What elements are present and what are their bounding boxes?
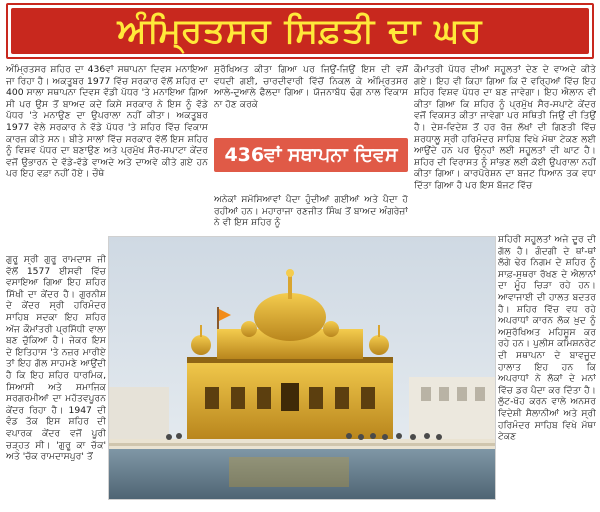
article-column-middle-top: ਸੁਰੱਖਿਅਤ ਕੀਤਾ ਗਿਆ ਪਰ ਜਿਉਂ-ਜਿਉਂ ਇਸ ਦੀ ਵਸੋਂ ਵਧਦੀ ਗਈ, ਚਾਰਦੀਵਾਰੀ ਵਿੱਚੋਂ ਨਿਕਲ ਕੇ ਅੰਮ੍ਰਿਤਸਰ ਆਲੇ-ਦੁਆਲੇ ਫੈਲਦਾ ਗਿਆ। ਯੋਜਨਾਬੱਧ ਢੰਗ ਨਾਲ ਵਿਕਾਸ ਨਾ ਹੋਣ ਕਰਕੇ [214,64,408,110]
subheadline-box [214,118,408,192]
article-column-left-narrow: ਗੁਰੂ ਸ੍ਰੀ ਗੁਰੂ ਰਾਮਦਾਸ ਜੀ ਵੱਲੋਂ 1577 ਈਸਵੀ ਵਿੱਚ ਵਸਾਇਆ ਗਿਆ ਇਹ ਸ਼ਹਿਰ ਸਿੱਖੀ ਦਾ ਕੇਂਦਰ ਹੈ। ਗੁਰਨੀਸ਼ ਦੇ ਕੇਂਦਰ ਸ੍ਰੀ ਹਰਿਮੰਦਰ ਸਾਹਿਬ ਸਦਕਾ ਇਹ ਸ਼ਹਿਰ ਅੱਜ ਕੌਮਾਂਤਰੀ ਪ੍ਰਸਿੱਧੀ ਵਾਲਾ ਬਣ ਚੁੱਕਿਆ ਹੈ। ਜੇਕਰ ਇਸ ਦੇ ਇਤਿਹਾਸ 'ਤੇ ਨਜ਼ਰ ਮਾਰੀਏ ਤਾਂ ਇਹ ਗੱਲ ਸਾਹਮਣੇ ਆਉਂਦੀ ਹੈ ਕਿ ਇਹ ਸ਼ਹਿਰ ਧਾਰਮਿਕ, ਸਿਆਸੀ ਅਤੇ ਸਮਾਜਿਕ ਸਰਗਰਮੀਆਂ ਦਾ ਮਹੱਤਵਪੂਰਨ ਕੇਂਦਰ ਰਿਹਾ ਹੈ। 1947 ਦੀ ਵੰਡ ਤੱਕ ਇਸ ਸ਼ਹਿਰ ਦੀ ਵਪਾਰਕ ਕੇਂਦਰ ਵਜੋਂ ਪੂਰੀ ਚੜ੍ਹਤ ਸੀ। 'ਗੁਰੂ ਕਾ ਚੱਕ' ਅਤੇ 'ਚੱਕ ਰਾਮਦਾਸਪੁਰ' ਤੋਂ [6,254,106,463]
article-column-left: ਅੰਮ੍ਰਿਤਸਰ ਸ਼ਹਿਰ ਦਾ 436ਵਾਂ ਸਥਾਪਨਾ ਦਿਵਸ ਮਨਾਇਆ ਜਾ ਰਿਹਾ ਹੈ। ਅਕਤੂਬਰ 1977 ਵਿੱਚ ਸਰਕਾਰ ਵੱਲੋਂ ਸ਼ਹਿਰ ਦਾ 400 ਸਾਲਾ ਸਥਾਪਨਾ ਦਿਵਸ ਵੱਡੀ ਪੱਧਰ 'ਤੇ ਮਨਾਇਆ ਗਿਆ ਸੀ ਪਰ ਉਸ ਤੋਂ ਬਾਅਦ ਕਦੇ ਕਿਸੇ ਸਰਕਾਰ ਨੇ ਇਸ ਨੂੰ ਵੱਡੇ ਪੱਧਰ 'ਤੇ ਮਨਾਉਣ ਦਾ ਉਪਰਾਲਾ ਨਹੀਂ ਕੀਤਾ। ਅਕਤੂਬਰ 1977 ਵੇਲੇ ਸਰਕਾਰ ਨੇ ਵੱਡੇ ਪੱਧਰ 'ਤੇ ਸ਼ਹਿਰ ਵਿੱਚ ਵਿਕਾਸ ਕਾਰਜ ਕੀਤੇ ਸਨ। ਬੀਤੇ ਸਾਲਾਂ ਵਿੱਚ ਸਰਕਾਰ ਵੱਲੋਂ ਇਸ ਸ਼ਹਿਰ ਨੂੰ ਵਿਸ਼ਵ ਪੱਧਰ ਦਾ ਬਣਾਉਣ ਅਤੇ ਪ੍ਰਮੁੱਖ ਸੈਰ-ਸਪਾਟਾ ਕੇਂਦਰ ਵਜੋਂ ਉਭਾਰਨ ਦੇ ਵੱਡੇ-ਵੱਡੇ ਵਾਅਦੇ ਅਤੇ ਦਾਅਵੇ ਕੀਤੇ ਗਏ ਹਨ ਪਰ ਇਹ ਵਫ਼ਾ ਨਹੀਂ ਹੋਏ। ਚੌਥੇ [6,64,208,180]
golden-temple-photo [108,236,496,500]
article-column-right-top: ਕੌਮਾਂਤਰੀ ਪੱਧਰ ਦੀਆਂ ਸਹੂਲਤਾਂ ਦੇਣ ਦੇ ਵਾਅਦੇ ਕੀਤੇ ਗਏ। ਇਹ ਵੀ ਕਿਹਾ ਗਿਆ ਕਿ ਦੋ ਵਰ੍ਹਿਆਂ ਵਿੱਚ ਇਹ ਸ਼ਹਿਰ ਵਿਸ਼ਵ ਪੱਧਰ ਦਾ ਬਣ ਜਾਵੇਗਾ। ਇਹ ਐਲਾਨ ਵੀ ਕੀਤਾ ਗਿਆ ਕਿ ਸ਼ਹਿਰ ਨੂੰ ਪ੍ਰਮੁੱਖ ਸੈਰ-ਸਪਾਟੇ ਕੇਂਦਰ ਵਜੋਂ ਵਿਕਸਤ ਕੀਤਾ ਜਾਵੇਗਾ ਪਰ ਸਥਿਤੀ ਜਿਉਂ ਦੀ ਤਿਉਂ ਹੈ। ਦੇਸ਼-ਵਿਦੇਸ਼ ਤੋਂ ਹਰ ਰੋਜ਼ ਲੱਖਾਂ ਦੀ ਗਿਣਤੀ ਵਿੱਚ ਸ਼ਰਧਾਲੂ ਸ੍ਰੀ ਹਰਿਮੰਦਰ ਸਾਹਿਬ ਵਿਖੇ ਮੱਥਾ ਟੇਕਣ ਲਈ ਆਉਂਦੇ ਹਨ ਪਰ ਉਨ੍ਹਾਂ ਲਈ ਸਹੂਲਤਾਂ ਦੀ ਘਾਟ ਹੈ। ਸ਼ਹਿਰ ਦੀ ਵਿਰਾਸਤ ਨੂੰ ਸਾਂਭਣ ਲਈ ਕੋਈ ਉਪਰਾਲਾ ਨਹੀਂ ਕੀਤਾ ਗਿਆ। ਕਾਰਪੋਰੇਸ਼ਨ ਦਾ ਬਜਟ ਧਿਆਨ ਤਕ ਵਧਾ ਦਿੱਤਾ ਗਿਆ ਹੈ ਪਰ ਇਸ ਬੱਜਟ ਵਿੱਚ [414,64,596,191]
headline-banner [6,3,594,59]
subheadline: 436ਵਾਂ ਸਥਾਪਨਾ ਦਿਵਸ [214,138,407,172]
article-column-middle-sub: ਅਨੇਕਾਂ ਸਮੱਸਿਆਵਾਂ ਪੈਦਾ ਹੁੰਦੀਆਂ ਗਈਆਂ ਅਤੇ ਪੈਦਾ ਹੋ ਰਹੀਆਂ ਹਨ। ਮਹਾਰਾਜਾ ਰਣਜੀਤ ਸਿੰਘ ਤੋਂ ਬਾਅਦ ਅੰਗਰੇਜ਼ਾਂ ਨੇ ਵੀ ਇਸ ਸ਼ਹਿਰ ਨੂੰ [214,194,408,229]
article-column-right-narrow: ਸ਼ਹਿਰੀ ਸਹੂਲਤਾਂ ਅਜੇ ਦੂਰ ਦੀ ਗੱਲ ਹੈ। ਗੰਦਗੀ ਦੇ ਥਾਂ-ਥਾਂ ਲੱਗੇ ਢੇਰ ਨਿਗਮ ਦੇ ਸ਼ਹਿਰ ਨੂੰ ਸਾਫ਼-ਸੁਥਰਾ ਰੱਖਣ ਦੇ ਐਲਾਨਾਂ ਦਾ ਮੂੰਹ ਚਿੜਾ ਰਹੇ ਹਨ। ਆਵਾਜਾਈ ਦੀ ਹਾਲਤ ਬਦਤਰ ਹੈ। ਸ਼ਹਿਰ ਵਿੱਚ ਵਧ ਰਹੇ ਅਪਰਾਧਾਂ ਕਾਰਨ ਲੋਕ ਖ਼ੁਦ ਨੂੰ ਅਸੁਰੱਖਿਅਤ ਮਹਿਸੂਸ ਕਰ ਰਹੇ ਹਨ। ਪੁਲੀਸ ਕਮਿਸ਼ਨਰੇਟ ਦੀ ਸਥਾਪਨਾ ਦੇ ਬਾਵਜੂਦ ਹਾਲਾਤ ਇਹ ਹਨ ਕਿ ਅਪਰਾਧਾਂ ਨੇ ਲੋਕਾਂ ਦੇ ਮਨਾਂ ਵਿੱਚ ਡਰ ਪੈਦਾ ਕਰ ਦਿੱਤਾ ਹੈ। ਲੁੱਟ-ਖੋਹ ਕਰਨ ਵਾਲੇ ਅਨਸਰ ਵਿਦੇਸ਼ੀ ਸੈਲਾਨੀਆਂ ਅਤੇ ਸ੍ਰੀ ਹਰਿਮੰਦਰ ਸਾਹਿਬ ਵਿਖੇ ਮੱਥਾ ਟੇਕਣ [498,234,596,443]
headline: ਅੰਮ੍ਰਿਤਸਰ ਸਿਫ਼ਤੀ ਦਾ ਘਰ [117,11,483,51]
